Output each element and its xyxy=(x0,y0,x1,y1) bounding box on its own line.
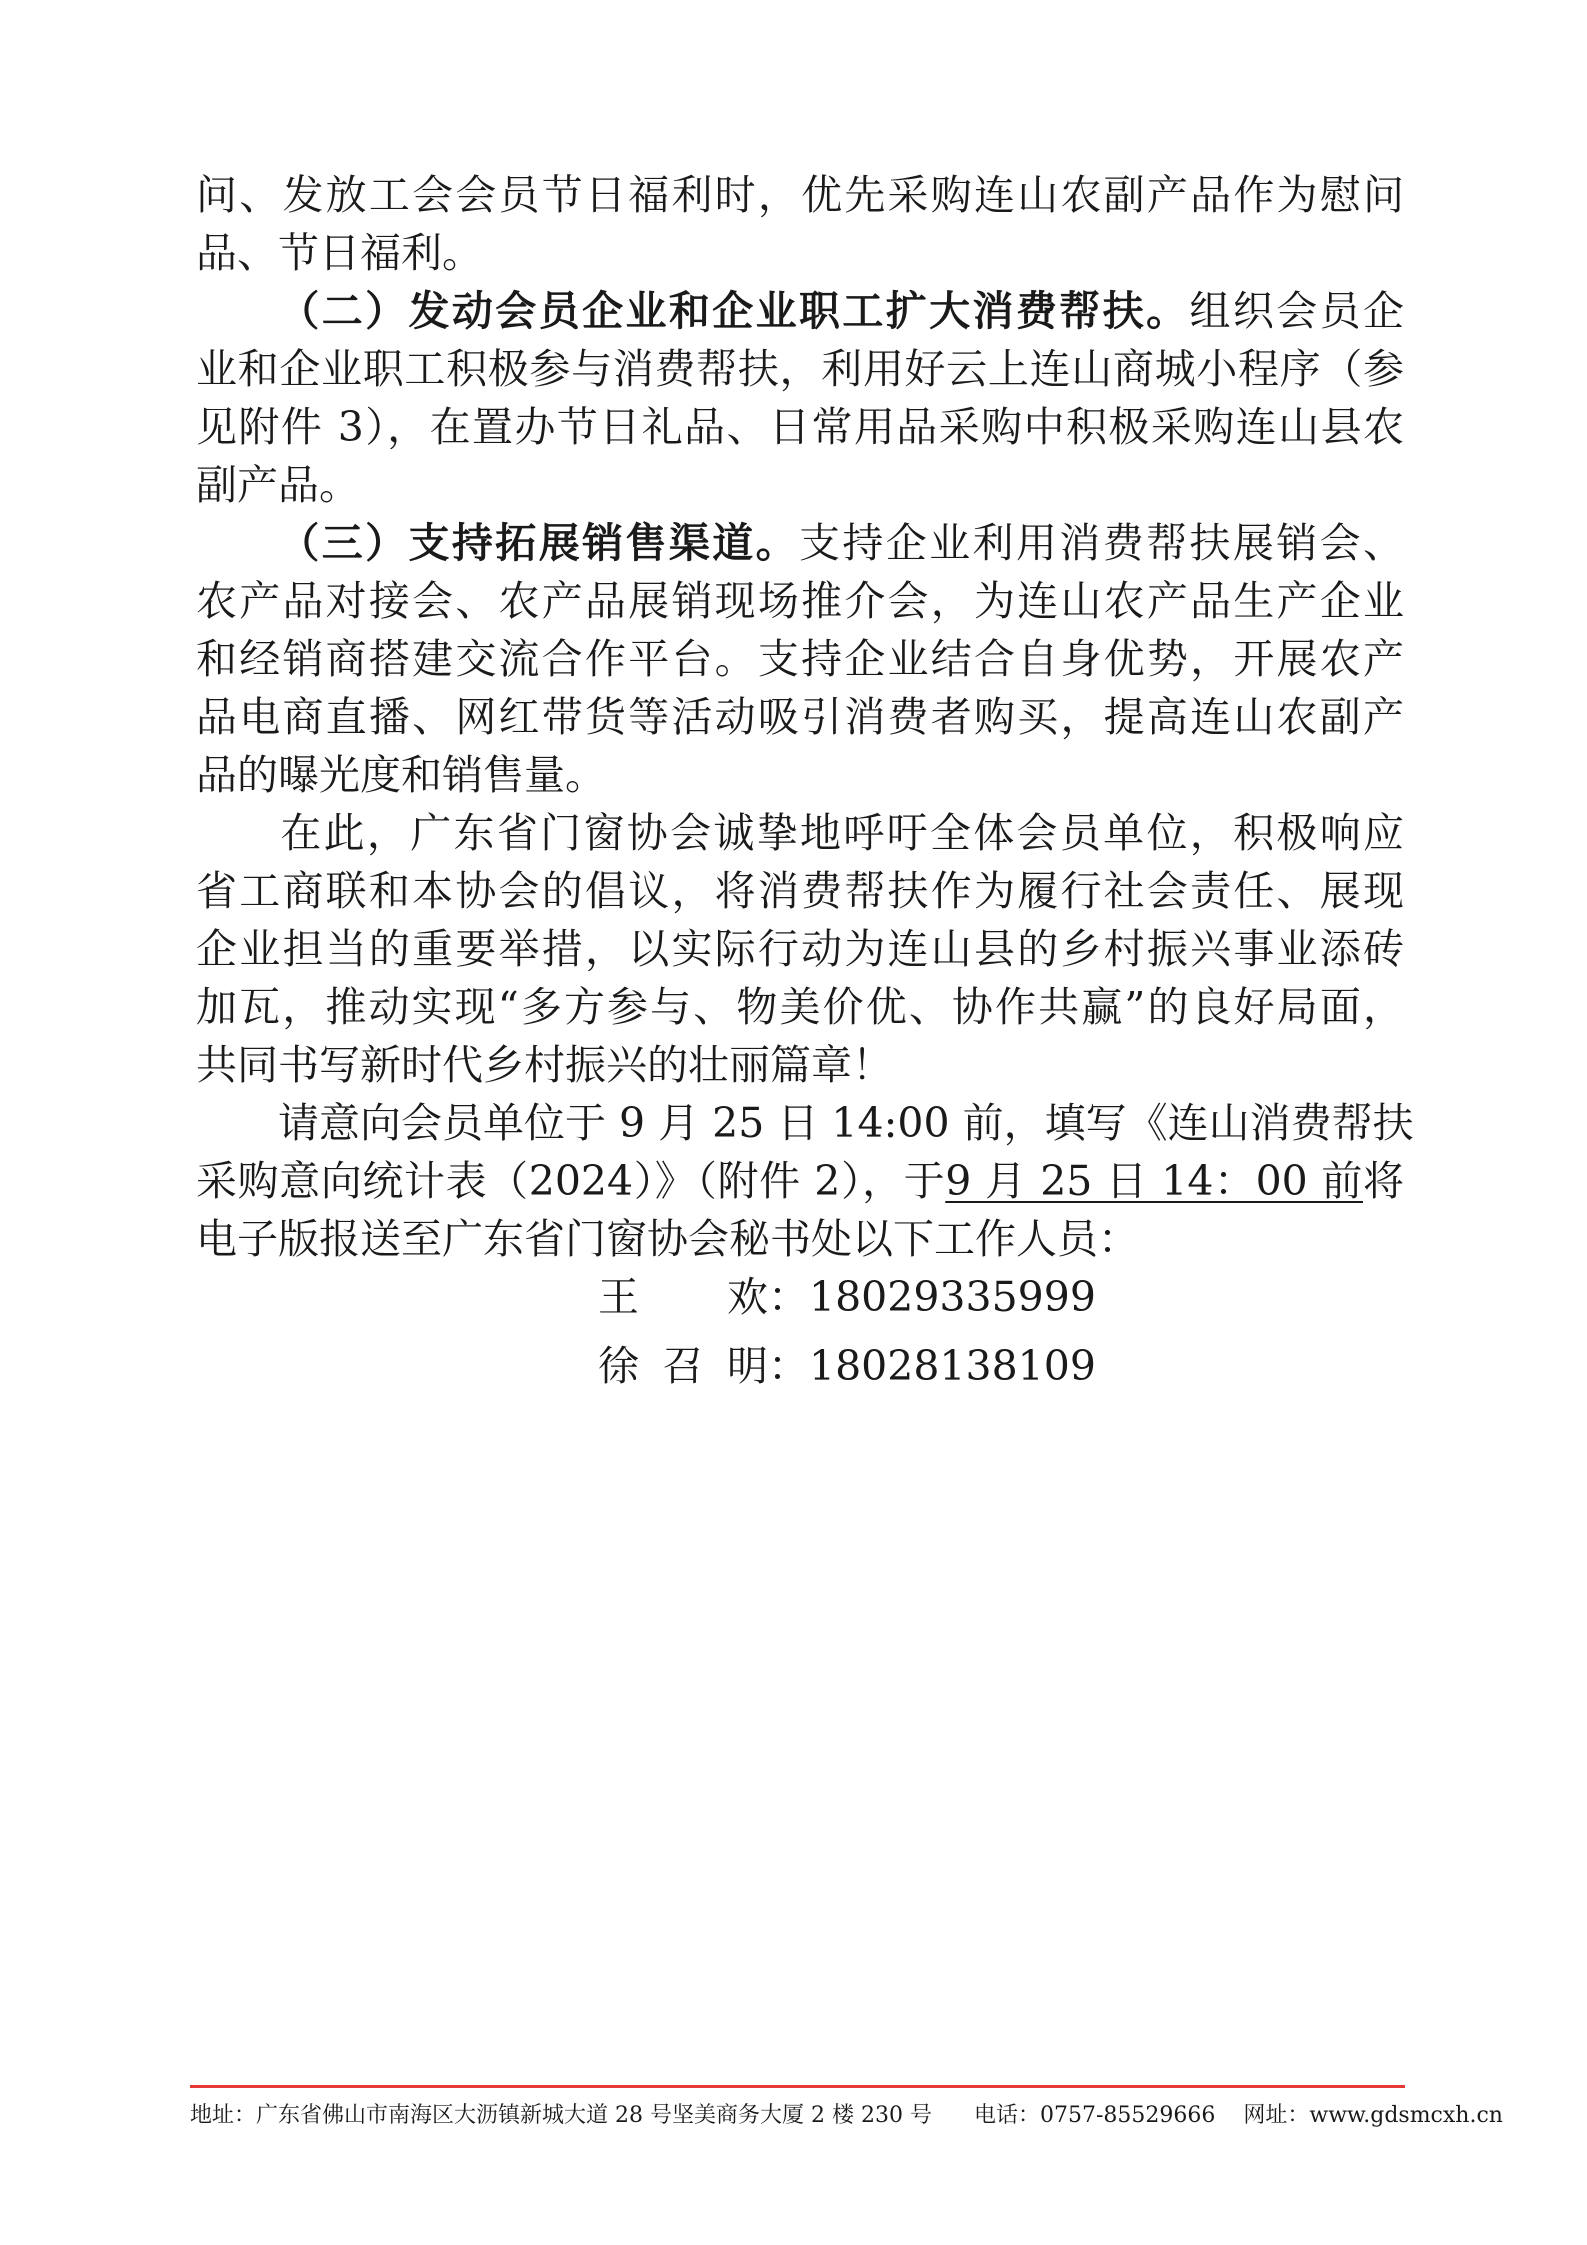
paragraph-line: 副产品。 xyxy=(196,461,360,509)
contact-line: 王欢：18029335999 xyxy=(598,1264,1096,1330)
paragraph-line: 在此，广东省门窗协会诚挚地呼吁全体会员单位，积极响应 xyxy=(278,809,1404,857)
section-title: （三）支持拓展销售渠道。 xyxy=(276,519,799,567)
paragraph-line: 采购意向统计表（2024）》（附件 2），于9 月 25 日 14：00 前将 xyxy=(196,1157,1404,1205)
paragraph-line: 业和企业职工积极参与消费帮扶，利用好云上连山商城小程序（参 xyxy=(196,345,1404,393)
paragraph-line: 企业担当的重要举措，以实际行动为连山县的乡村振兴事业添砖 xyxy=(196,925,1404,973)
paragraph-line: 电子版报送至广东省门窗协会秘书处以下工作人员： xyxy=(196,1215,1139,1263)
paragraph-line: 请意向会员单位于 9 月 25 日 14:00 前，填写《连山消费帮扶 xyxy=(278,1099,1414,1147)
paragraph-line: 共同书写新时代乡村振兴的壮丽篇章！ xyxy=(196,1041,893,1089)
footer-phone: 电话：0757-85529666 xyxy=(973,2103,1216,2128)
footer-divider xyxy=(190,2085,1405,2088)
contact-line: 徐召明：18028138109 xyxy=(598,1333,1096,1399)
section-heading-2: （二）发动会员企业和企业职工扩大消费帮扶。组织会员企 xyxy=(276,287,1405,335)
paragraph-line: 农产品对接会、农产品展销现场推介会，为连山农产品生产企业 xyxy=(196,577,1404,625)
paragraph-line: 和经销商搭建交流合作平台。支持企业结合自身优势，开展农产 xyxy=(196,635,1404,683)
contact-phone: 18029335999 xyxy=(809,1273,1096,1321)
paragraph-line: 品、节日福利。 xyxy=(196,229,483,277)
paragraph-line: 加瓦，推动实现“多方参与、物美价优、协作共赢”的良好局面， xyxy=(196,983,1404,1031)
paragraph-line: 品的曝光度和销售量。 xyxy=(196,751,606,799)
contact-name: 王欢 xyxy=(598,1273,768,1321)
paragraph-line: 问、发放工会会员节日福利时，优先采购连山农副产品作为慰问 xyxy=(196,171,1404,219)
section-heading-3: （三）支持拓展销售渠道。支持企业利用消费帮扶展销会、 xyxy=(276,519,1404,567)
footer-website: 网址：www.gdsmcxh.cn xyxy=(1243,2103,1503,2128)
footer xyxy=(190,2100,1503,2132)
footer-address: 地址：广东省佛山市南海区大沥镇新城大道 28 号坚美商务大厦 2 楼 230 号 xyxy=(190,2103,932,2128)
paragraph-line: 品电商直播、网红带货等活动吸引消费者购买，提高连山农副产 xyxy=(196,693,1404,741)
deadline-text: 9 月 25 日 14：00 前 xyxy=(945,1157,1363,1205)
contact-name: 徐召明 xyxy=(598,1342,768,1390)
contact-phone: 18028138109 xyxy=(809,1342,1096,1390)
paragraph-line: 省工商联和本协会的倡议，将消费帮扶作为履行社会责任、展现 xyxy=(196,867,1404,915)
paragraph-line: 见附件 3），在置办节日礼品、日常用品采购中积极采购连山县农 xyxy=(196,403,1404,451)
section-title: （二）发动会员企业和企业职工扩大消费帮扶。 xyxy=(276,287,1190,335)
